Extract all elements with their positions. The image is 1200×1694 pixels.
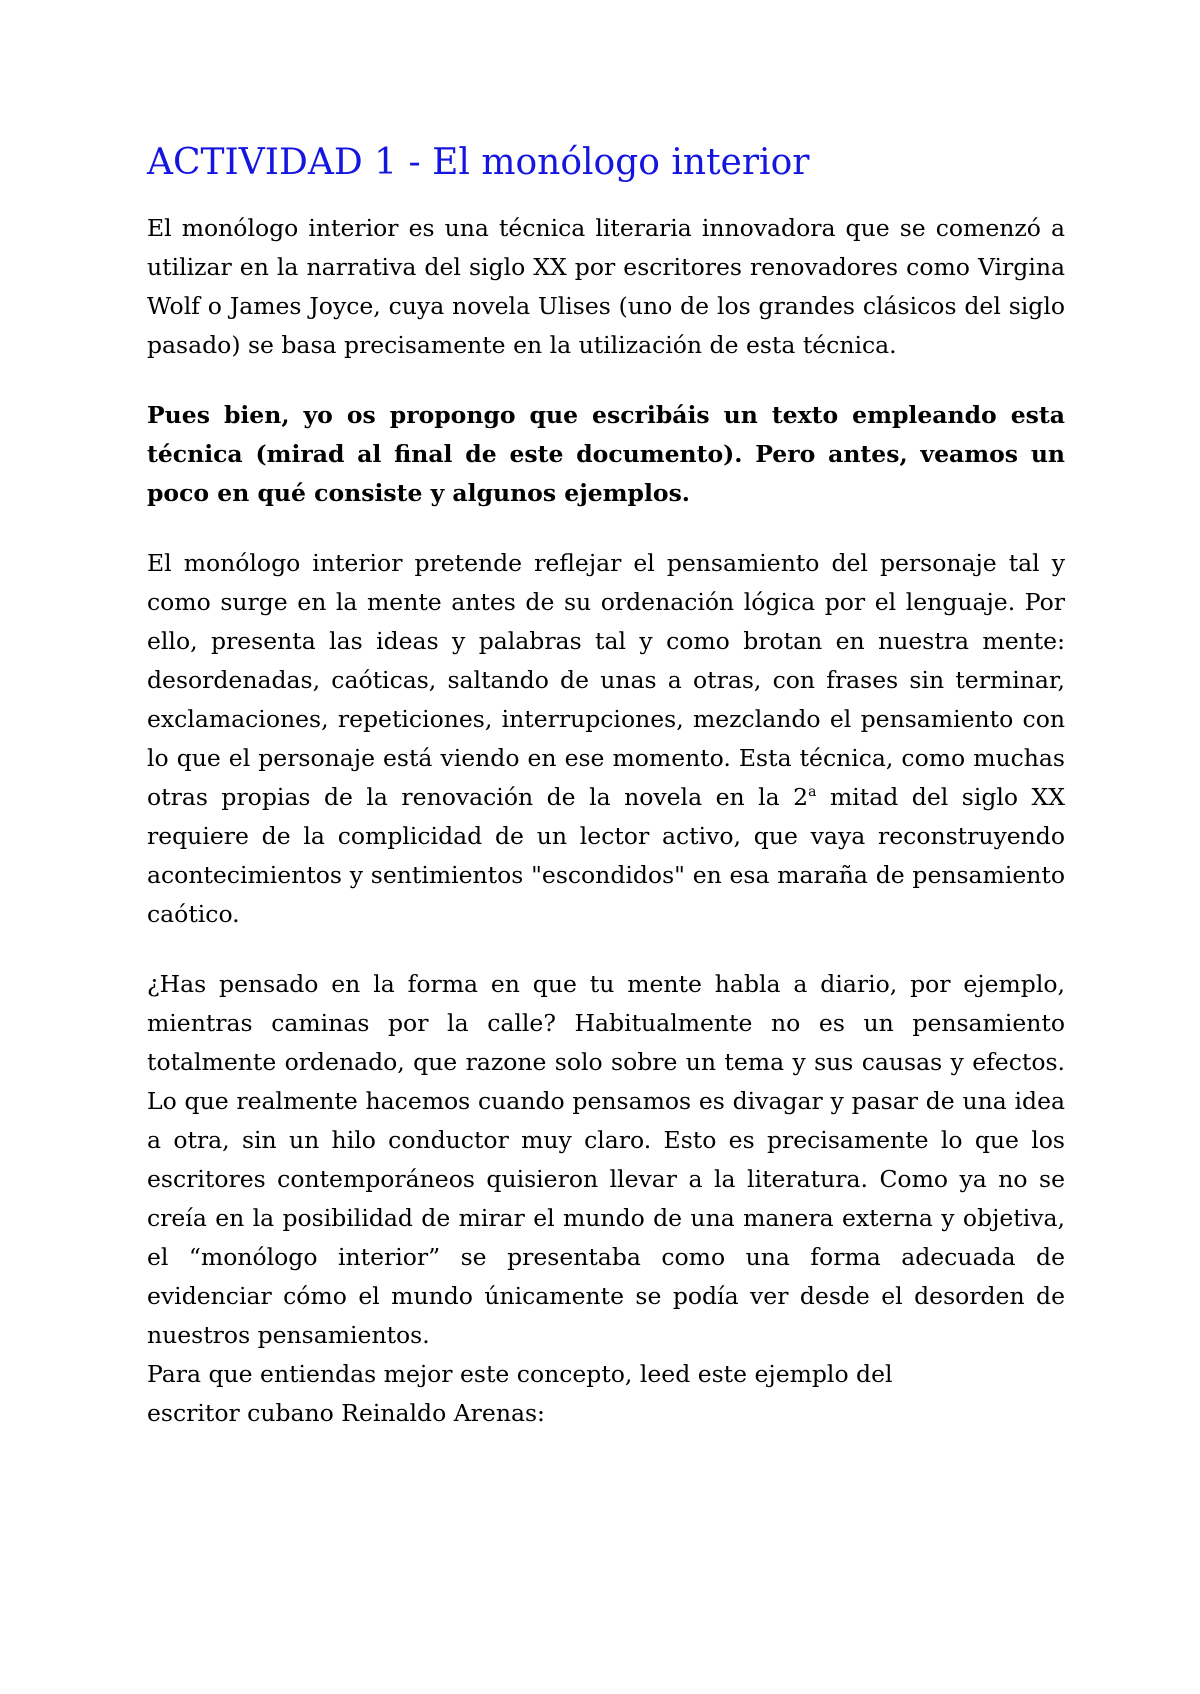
paragraph-proposal: Pues bien, yo os propongo que escribáis un texto empleando esta técnica (mirad al final de este documento). Pero antes, veamos un poco en qué consiste y algunos ejemplos. [147, 400, 1065, 507]
paragraph-question: ¿Has pensado en la forma en que tu mente habla a diario, por ejemplo, mientras caminas por la calle? Habitualmente no es un pensamiento totalmente ordenado, que razone solo sobre un tema y sus causas y efectos. Lo que realmente hacemos cuando pensamos es divagar y pasar de una idea a otra, sin un hilo conductor muy claro. Esto es precisamente lo que los escritores contemporáneos quisieron llevar a la literatura. Como ya no se creía en la posibilidad de mirar el mundo de una manera externa y objetiva, el “monólogo interior” se presentaba como una forma adecuada de evidenciar cómo el mundo únicamente se podía ver desde el desorden de nuestros pensamientos. [147, 969, 1065, 1349]
paragraph-example-intro-line-1: Para que entiendas mejor este concepto, leed este ejemplo del [147, 1359, 893, 1388]
paragraph-example-intro-line-2: escritor cubano Reinaldo Arenas: [147, 1398, 545, 1427]
ordinal-superscript: a [808, 783, 817, 800]
paragraph-definition [147, 544, 1065, 934]
paragraph-definition-text-1: El monólogo interior pretende reflejar el pensamiento del personaje tal y como surge en la mente antes de su ordenación lógica por el lenguaje. Por ello, presenta las ideas y palabras tal y como brotan en nuestra mente: desordenadas, caóticas, saltando de unas a otras, con frases sin terminar, exclamaciones, repeticiones, interrupciones, mezclando el pensamiento con lo que el personaje está viendo en ese momento. Esta técnica, como muchas otras propias de la renovación de la novela en la 2 [147, 548, 1065, 811]
page-title: ACTIVIDAD 1 - El monólogo interior [147, 142, 810, 183]
document-page [147, 140, 1065, 1433]
paragraph-intro: El monólogo interior es una técnica literaria innovadora que se comenzó a utilizar en la narrativa del siglo XX por escritores renovadores como Virgina Wolf o James Joyce, cuya novela Ulises (uno de los grandes clásicos del siglo pasado) se basa precisamente en la utilización de esta técnica. [147, 213, 1065, 359]
paragraph-definition-text-2: mitad del siglo XX requiere de la complicidad de un lector activo, que vaya reconstruyendo acontecimientos y sentimientos "escondidos" en esa maraña de pensamiento caótico. [147, 782, 1065, 928]
